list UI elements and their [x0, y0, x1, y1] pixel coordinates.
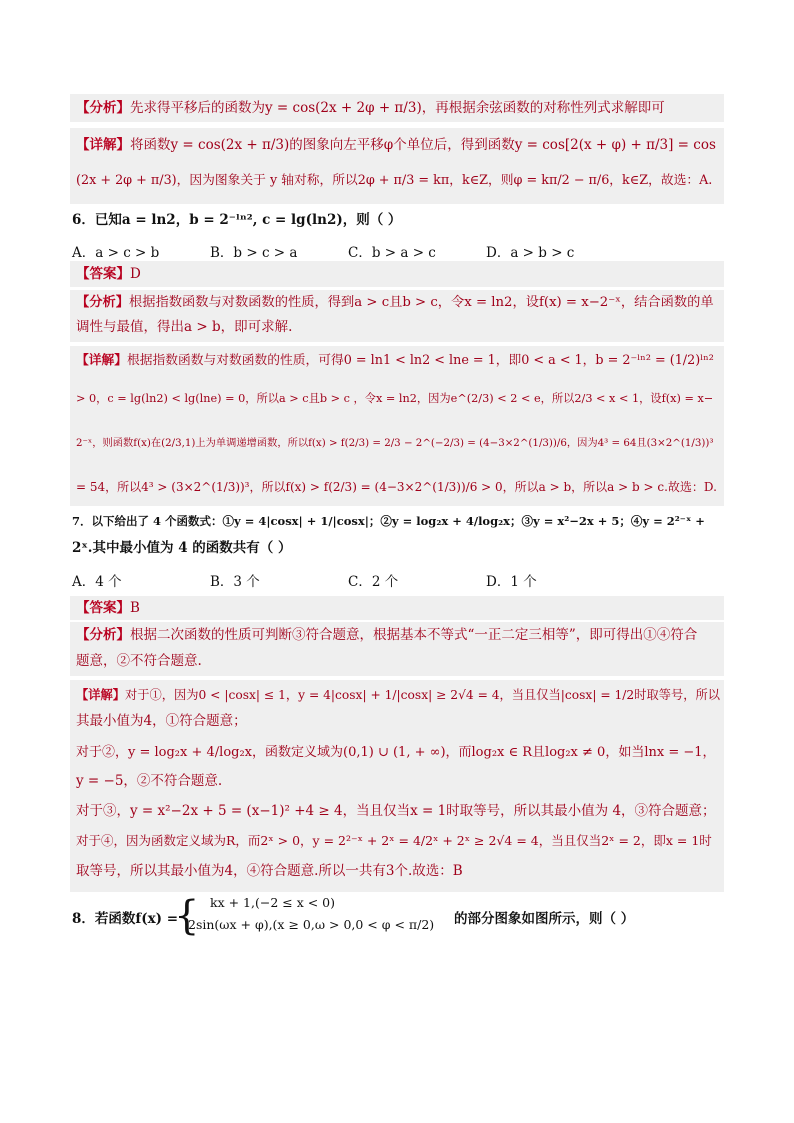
- option-c: C．2 个: [348, 574, 399, 590]
- q6-analysis-line-1: [76, 294, 714, 312]
- q7-detail-line-3: [76, 744, 716, 762]
- option-a: A．4 个: [72, 574, 122, 590]
- q6-detail-line-1: [76, 352, 714, 370]
- answer-text: B: [130, 600, 140, 616]
- analysis-text: 先求得平移后的函数为y = cos(2x + 2φ + π/3)，再根据余弦函数的对称性列式求解即可: [130, 100, 665, 116]
- option-d: D．1 个: [486, 574, 537, 590]
- q6-detail-line-2: [76, 390, 713, 408]
- analysis-text: 根据指数函数与对数函数的性质，得到a > c且b > c，令x = ln2，设f(x) = x−2⁻ˣ，结合函数的单: [129, 295, 714, 310]
- piecewise-case-2: 2sin(ωx + φ),(x ≥ 0,ω > 0,0 < φ < π/2): [188, 917, 435, 932]
- piecewise-brace: {: [174, 893, 200, 939]
- q6-answer-line: [76, 265, 141, 283]
- q7-detail-line-2: [76, 712, 247, 730]
- q8-question: [70, 894, 724, 940]
- analysis-tag: 【分析】: [76, 627, 130, 643]
- option-b: B．3 个: [210, 574, 260, 590]
- detail-text: (2x + 2φ + π/3)，因为图象关于 y 轴对称，所以2φ + π/3 = kπ，k∈Z，则φ = kπ/2 − π/6，k∈Z，故选：A.: [76, 173, 713, 188]
- q7-answer-line: [76, 599, 140, 617]
- q7-detail-block: [70, 680, 724, 892]
- detail-text: 取等号，所以其最小值为4，④符合题意.所以一共有3个.故选：B: [76, 863, 463, 879]
- q7-detail-line-7: [76, 862, 463, 880]
- question-text: 7．以下给出了 4 个函数式：①y = 4|cosx| + 1/|cosx|；②y = log₂x + 4/log₂x；③y = x²−2x + 5；④y = 2²⁻ˣ +: [72, 514, 705, 528]
- detail-text: 对于①，因为0 < |cosx| ≤ 1，y = 4|cosx| + 1/|cosx| ≥ 2√4 = 4，当且仅当|cosx| = 1/2时取等号，所以: [125, 688, 720, 702]
- q6-detail-line-3: [76, 434, 713, 452]
- detail-text: y = −5，②不符合题意.: [76, 773, 223, 789]
- q6-detail-block: [70, 346, 724, 506]
- question-lead: 8．若函数f(x) =: [72, 911, 179, 927]
- detail-tag: 【详解】: [76, 687, 125, 702]
- analysis-tag: 【分析】: [76, 295, 130, 310]
- q5-analysis-line-1: [76, 99, 665, 117]
- detail-text: 将函数y = cos(2x + π/3)的图象向左平移φ个单位后，得到函数y = cos[2(x + φ) + π/3] = cos: [130, 137, 716, 153]
- q6-detail-line-4: [76, 478, 717, 496]
- q5-detail-line-1: [76, 136, 716, 154]
- q7-detail-line-1: [76, 686, 720, 704]
- q6-analysis-line-2: [76, 318, 292, 336]
- q7-detail-line-6: [76, 832, 712, 850]
- answer-text: D: [130, 266, 141, 282]
- question-text: 2ˣ.其中最小值为 4 的函数共有（ ）: [72, 540, 292, 556]
- analysis-tag: 【分析】: [76, 100, 130, 116]
- detail-text: 对于③，y = x²−2x + 5 = (x−1)² +4 ≥ 4，当且仅当x = 1时取等号，所以其最小值为 4，③符合题意；: [76, 803, 716, 819]
- answer-tag: 【答案】: [76, 600, 130, 616]
- option-a: A．a > c > b: [72, 245, 160, 261]
- question-tail: 的部分图象如图所示，则（ ）: [454, 911, 635, 927]
- q6-question: [70, 206, 724, 266]
- detail-text: > 0，c = lg(ln2) < lg(lne) = 0，所以a > c且b > c ，令x = ln2，因为e^(2/3) < 2 < e，所以2/3 < x < 1，设f(x) = x−: [76, 392, 714, 405]
- option-d: D．a > b > c: [486, 245, 575, 261]
- detail-tag: 【详解】: [76, 137, 130, 153]
- detail-text: 根据指数函数与对数函数的性质，可得0 = ln1 < ln2 < lne = 1，即0 < a < 1，b = 2⁻ˡⁿ² = (1/2)ˡⁿ²: [127, 353, 714, 368]
- detail-text: = 54，所以4³ > (3×2^(1/3))³，所以f(x) > f(2/3) = (4−3×2^(1/3))/6 > 0，所以a > b，所以a > b > c.故选：D.: [76, 480, 717, 494]
- detail-text: 对于④，因为函数定义域为R，而2ˣ > 0，y = 2²⁻ˣ + 2ˣ = 4/2ˣ + 2ˣ ≥ 2√4 = 4，当且仅当2ˣ = 2，即x = 1时: [76, 833, 712, 848]
- detail-text: 对于②，y = log₂x + 4/log₂x，函数定义域为(0,1) ∪ (1, + ∞)，而log₂x ∈ R且log₂x ≠ 0，如当lnx = −1，: [76, 745, 716, 760]
- q6-answer-block: [70, 261, 724, 287]
- question-text: 6．已知a = ln2，b = 2⁻ˡⁿ², c = lg(ln2)，则（ ）: [72, 212, 402, 228]
- option-c: C．b > a > c: [348, 245, 436, 261]
- q7-question: [70, 508, 724, 598]
- q7-analysis-block: [70, 622, 724, 676]
- detail-text: 其最小值为4，①符合题意；: [76, 713, 247, 729]
- q6-analysis-block: [70, 290, 724, 342]
- detail-tag: 【详解】: [76, 353, 127, 368]
- q5-detail-line-2: [76, 172, 712, 190]
- q7-detail-line-4: [76, 772, 222, 790]
- analysis-text: 根据二次函数的性质可判断③符合题意，根据基本不等式“一正二定三相等”，即可得出①④符合: [130, 627, 698, 643]
- q7-answer-block: [70, 596, 724, 620]
- q5-analysis-block: [70, 94, 724, 122]
- piecewise-case-1: kx + 1,(−2 ≤ x < 0): [210, 895, 335, 910]
- detail-text: 2⁻ˣ，则函数f(x)在(2/3,1)上为单调递增函数，所以f(x) > f(2/3) = 2/3 − 2^(−2/3) = (4−3×2^(1/3))/6，因为4³ = 64且(3×2^(1/3))³: [76, 437, 714, 449]
- q7-detail-line-5: [76, 802, 716, 820]
- answer-tag: 【答案】: [76, 266, 130, 282]
- option-b: B．b > c > a: [210, 245, 298, 261]
- q7-analysis-line-1: [76, 626, 697, 644]
- analysis-text: 题意，②不符合题意.: [76, 653, 202, 669]
- analysis-text: 调性与最值，得出a > b，即可求解.: [76, 319, 293, 335]
- q5-detail-block: [70, 128, 724, 204]
- q7-analysis-line-2: [76, 652, 202, 670]
